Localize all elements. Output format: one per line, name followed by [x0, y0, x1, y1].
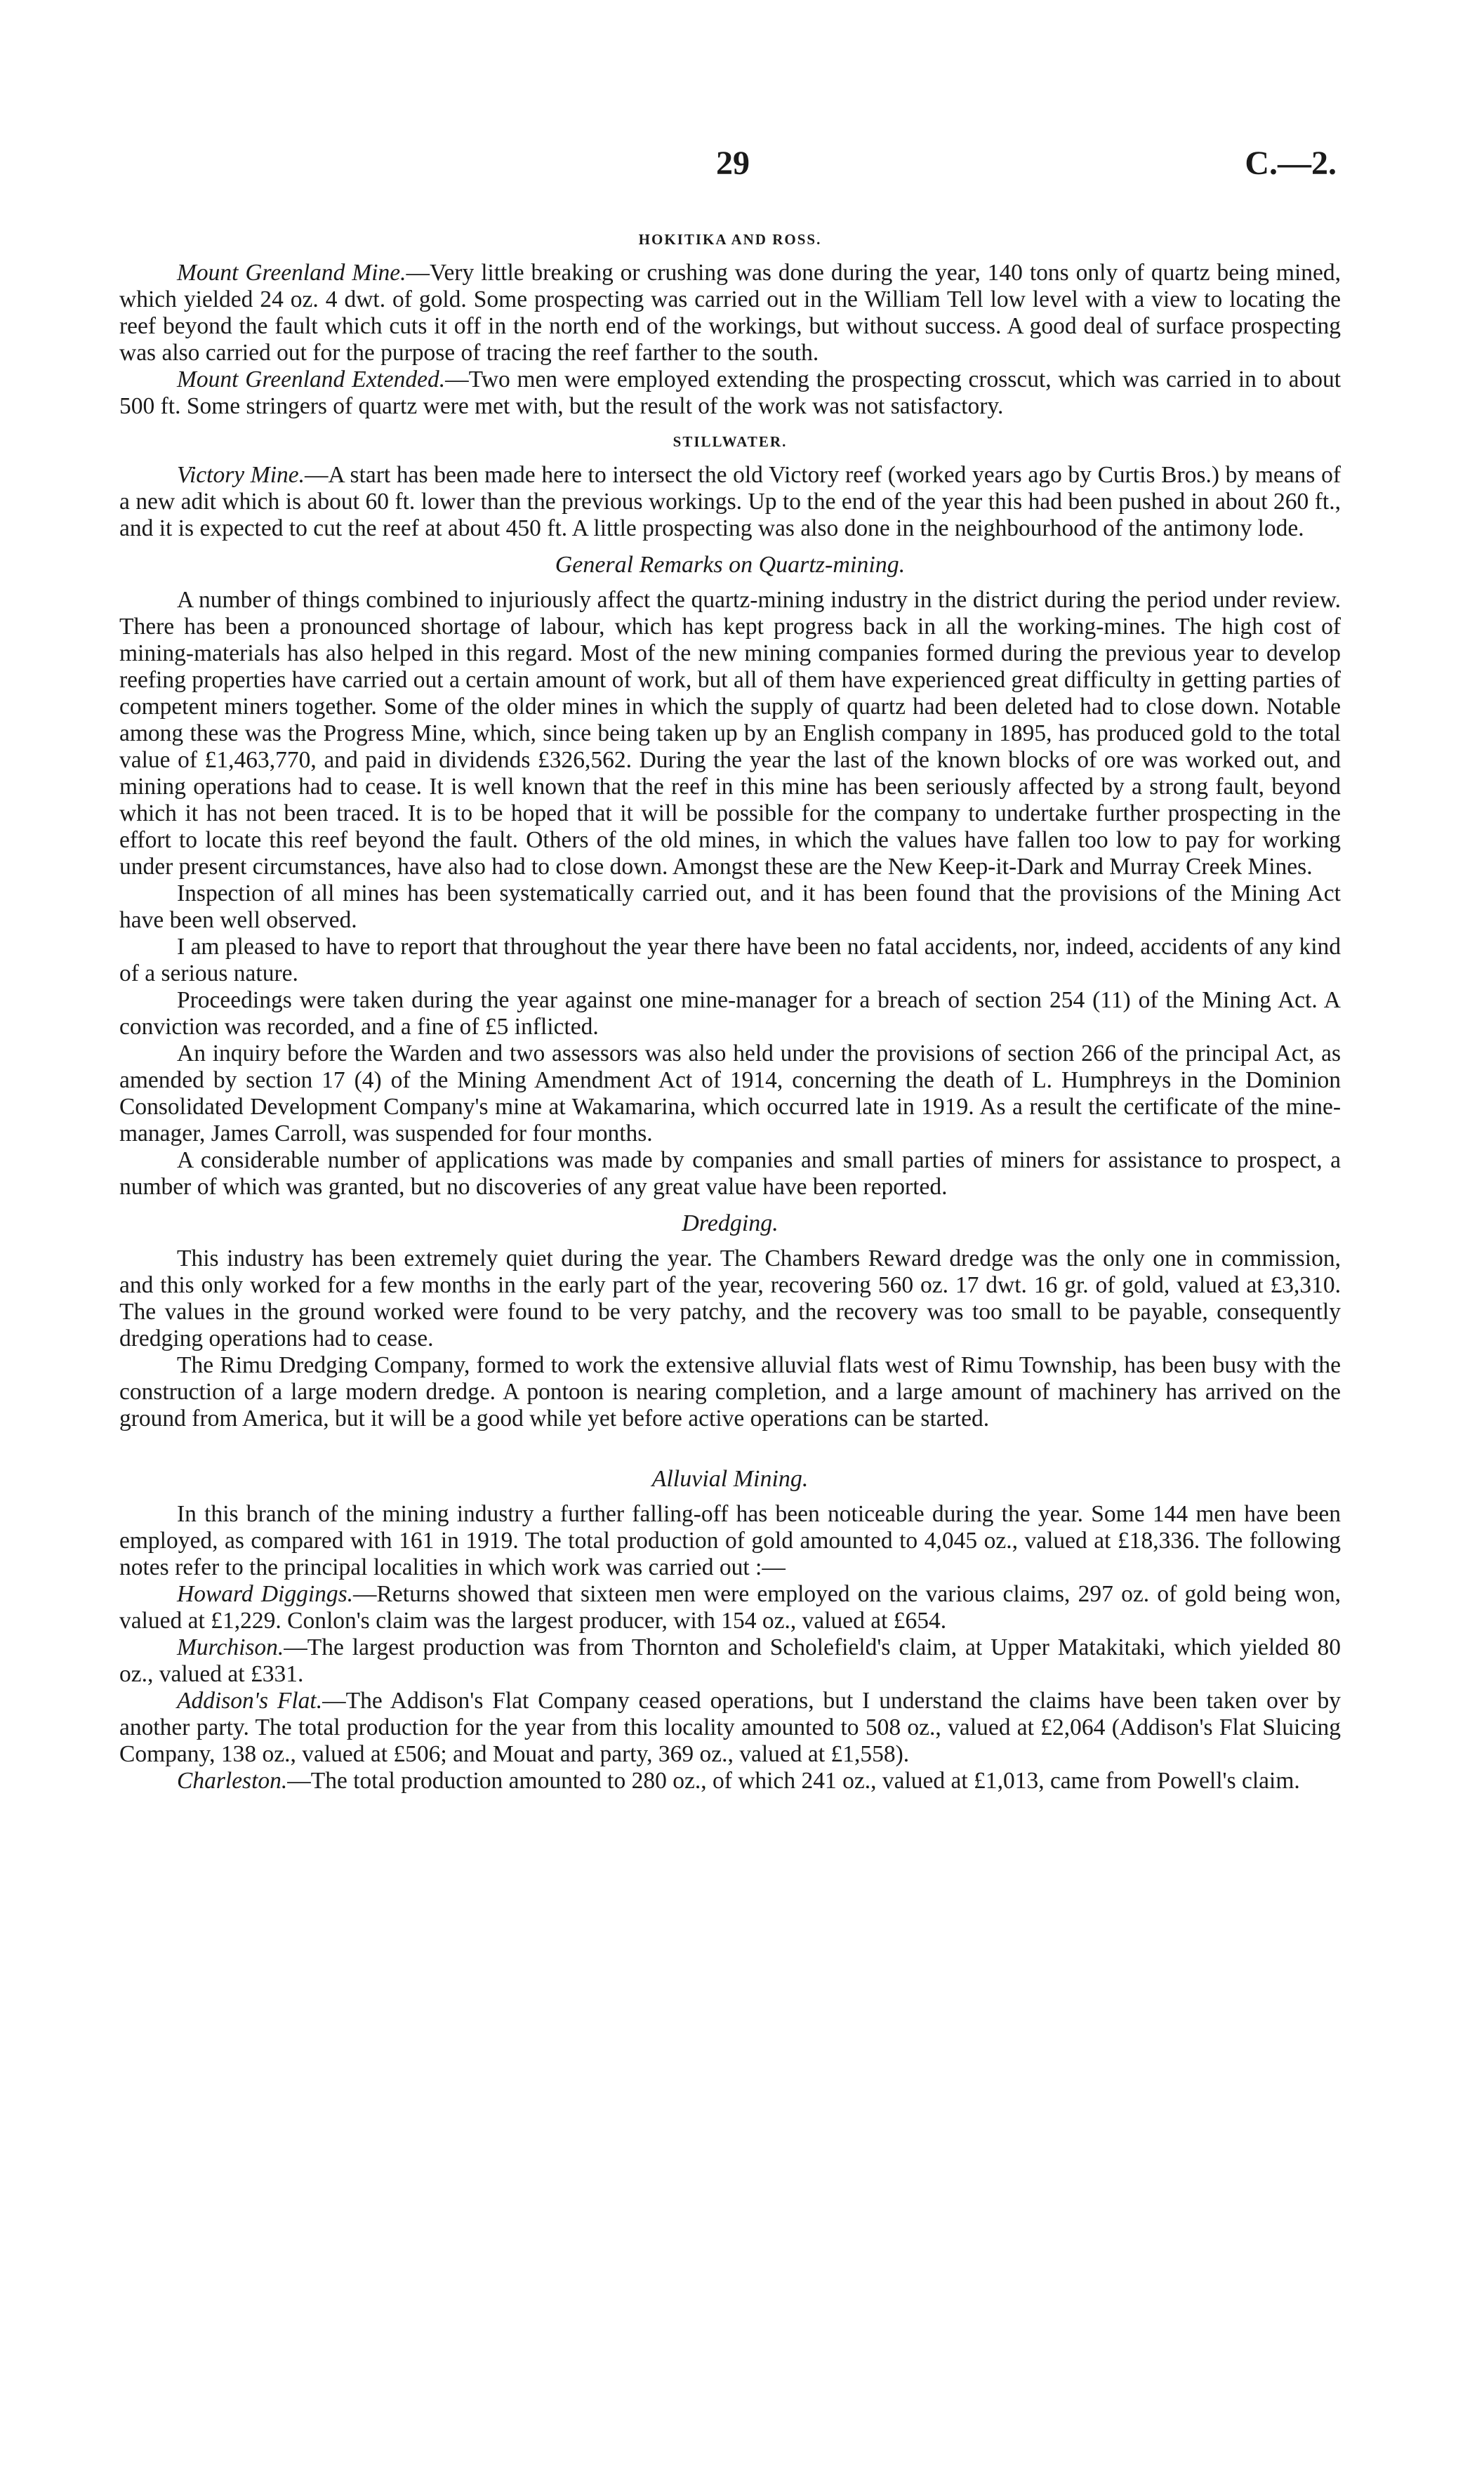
text-howard-diggings: —Returns showed that sixteen men were employed on the various claims, 297 oz. of gold being won, valued at £1,229. Conlon's claim was the largest producer, with 154 oz., valued at £654.	[119, 1581, 1341, 1634]
paragraph-victory-mine	[119, 462, 1341, 542]
section-heading-alluvial: Alluvial Mining.	[651, 1466, 809, 1492]
lead-howard-diggings: Howard Diggings.	[177, 1581, 354, 1607]
lead-addisons-flat: Addison's Flat.	[177, 1688, 323, 1714]
lead-murchison: Murchison.	[177, 1634, 284, 1660]
section-heading-stillwater: STILLWATER.	[673, 433, 788, 450]
text-addisons-flat: —The Addison's Flat Company ceased operations, but I understand the claims have been taken over by another party. The total production for the year from this locality amounted to 508 oz., valued at £2,064 (Addison's Flat Sluicing Company, 138 oz., valued at £506; and Mouat and party, 369 oz., valued at £1,558).	[119, 1688, 1341, 1767]
text-murchison: —The largest production was from Thornton and Scholefield's claim, at Upper Matakitaki, which yielded 80 oz., valued at £331.	[119, 1634, 1341, 1687]
paragraph-general-1: A number of things combined to injuriously affect the quartz-mining industry in the district during the period under review. There has been a pronounced shortage of labour, which has kept progress back in all the working-mines. The high cost of mining-materials has also helped in this regard. Most of the new mining companies formed during the previous year to develop reefing properties have carried out a certain amount of work, but all of them have experienced great difficulty in getting parties of competent miners together. Some of the older mines in which the supply of quartz had been deleted had to close down. Notable among these was the Progress Mine, which, since being taken up by an English company in 1895, has produced gold to the total value of £1,463,770, and paid in dividends £326,562. During the year the last of the known blocks of ore was worked out, and mining operations had to cease. It is well known that the reef in this mine has been seriously affected by a strong fault, beyond which it has not been traced. It is to be hoped that it will be possible for the company to undertake further prospecting in the effort to locate this reef beyond the fault. Others of the old mines, in which the values have fallen too low to pay for working under present circumstances, have also had to close down. Amongst these are the New Keep-it-Dark and Murray Creek Mines.	[119, 587, 1341, 880]
lead-charleston: Charleston.	[177, 1768, 288, 1794]
paragraph-general-5: An inquiry before the Warden and two assessors was also held under the provisions of section 266 of the principal Act, as amended by section 17 (4) of the Mining Amendment Act of 1914, concerning the death of L. Humphreys in the Dominion Consolidated Development Company's mine at Wakamarina, which occurred late in 1919. As a result the certificate of the mine-manager, James Carroll, was suspended for four months.	[119, 1040, 1341, 1146]
paragraph-dredging-2: The Rimu Dredging Company, formed to work the extensive alluvial flats west of Rimu Township, has been busy with the construction of a large modern dredge. A pontoon is nearing completion, and a large amount of machinery has arrived on the ground from America, but it will be a good while yet before active operations can be started.	[119, 1352, 1341, 1432]
paragraph-general-3: I am pleased to have to report that throughout the year there have been no fatal accidents, nor, indeed, accidents of any kind of a serious nature.	[119, 934, 1341, 986]
lead-mount-greenland: Mount Greenland Mine.	[177, 260, 406, 286]
lead-mount-greenland-extended: Mount Greenland Extended.	[177, 366, 446, 392]
text-mount-greenland-extended: —Two men were employed extending the prospecting crosscut, which was carried in to about 500 ft. Some stringers of quartz were met with, but the result of the work was not satisfactory.	[119, 366, 1341, 419]
page-number: 29	[716, 145, 750, 182]
section-spacer	[119, 1432, 1341, 1456]
section-heading-general-remarks: General Remarks on Quartz-mining.	[555, 552, 906, 578]
document-body	[119, 218, 1341, 1794]
text-charleston: —The total production amounted to 280 oz., of which 241 oz., valued at £1,013, came from Powell's claim.	[287, 1768, 1300, 1794]
paragraph-howard-diggings	[119, 1581, 1341, 1634]
paragraph-alluvial-1: In this branch of the mining industry a further falling-off has been noticeable during the year. Some 144 men have been employed, as compared with 161 in 1919. The total production of gold amounted to 4,045 oz., valued at £18,336. The following notes refer to the principal localities in which work was carried out :—	[119, 1501, 1341, 1580]
text-victory-mine: —A start has been made here to intersect the old Victory reef (worked years ago by Curtis Bros.) by means of a new adit which is about 60 ft. lower than the previous workings. Up to the end of the year this had been pushed in about 260 ft., and it is expected to cut the reef at about 450 ft. A little prospecting was also done in the neighbourhood of the antimony lode.	[119, 462, 1341, 541]
paragraph-mount-greenland-extended	[119, 366, 1341, 420]
lead-victory-mine: Victory Mine.	[177, 462, 305, 488]
text-mount-greenland: —Very little breaking or crushing was done during the year, 140 tons only of quartz being mined, which yielded 24 oz. 4 dwt. of gold. Some prospecting was carried out in the William Tell low level with a view to locating the reef beyond the fault which cuts it off in the north end of the workings, but without success. A good deal of surface prospecting was also carried out for the purpose of tracing the reef farther to the south.	[119, 260, 1341, 366]
paragraph-mount-greenland	[119, 260, 1341, 366]
series-code: C.—2.	[1245, 145, 1337, 182]
paragraph-dredging-1: This industry has been extremely quiet during the year. The Chambers Reward dredge was the only one in commission, and this only worked for a few months in the early part of the year, recovering 560 oz. 17 dwt. 16 gr. of gold, valued at £3,310. The values in the ground worked were found to be very patchy, and the recovery was too small to be payable, consequently dredging operations had to cease.	[119, 1245, 1341, 1351]
section-heading-dredging: Dredging.	[682, 1210, 779, 1236]
paragraph-addisons-flat	[119, 1688, 1341, 1768]
section-heading-hokitika: HOKITIKA AND ROSS.	[638, 231, 822, 248]
paragraph-general-6: A considerable number of applications was made by companies and small parties of miners for assistance to prospect, a number of which was granted, but no discoveries of any great value have been reported.	[119, 1147, 1341, 1200]
paragraph-general-4: Proceedings were taken during the year against one mine-manager for a breach of section 254 (11) of the Mining Act. A conviction was recorded, and a fine of £5 inflicted.	[119, 987, 1341, 1040]
paragraph-general-2: Inspection of all mines has been systematically carried out, and it has been found that the provisions of the Mining Act have been well observed.	[119, 880, 1341, 933]
paragraph-murchison	[119, 1634, 1341, 1688]
paragraph-charleston	[119, 1768, 1341, 1794]
